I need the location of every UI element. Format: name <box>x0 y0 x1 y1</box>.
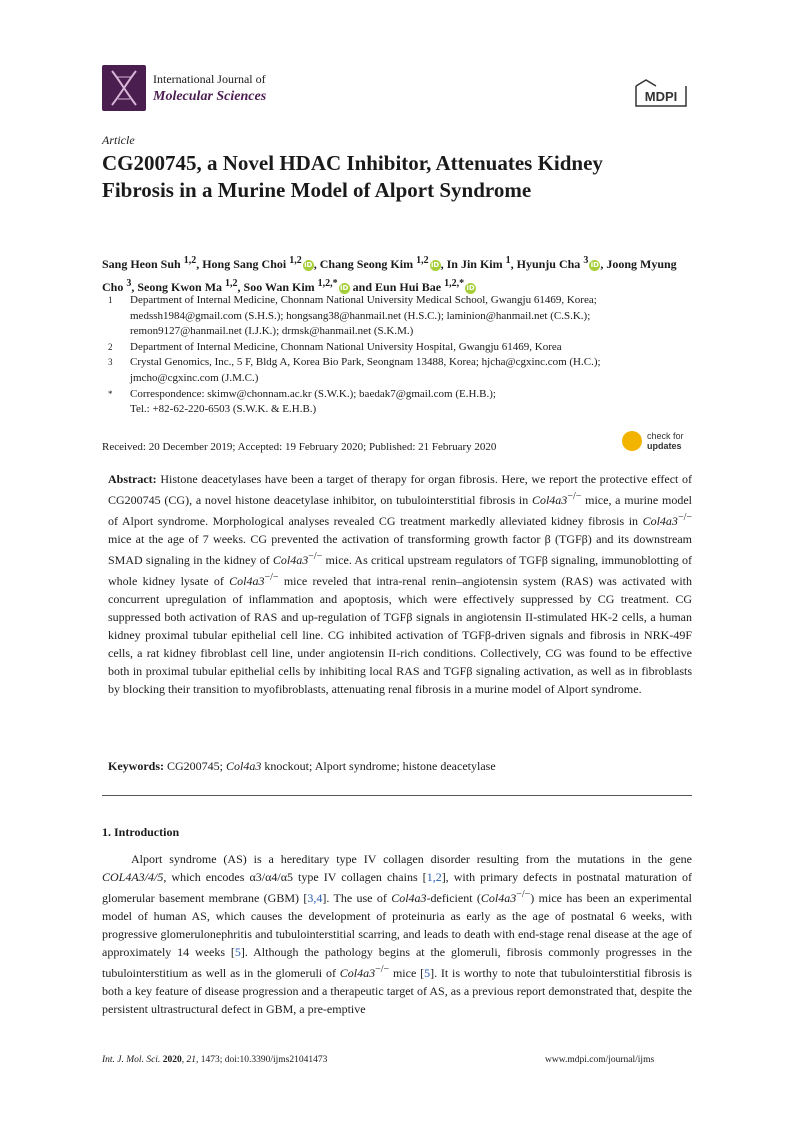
affiliation-item <box>108 387 693 418</box>
check-updates-text <box>647 431 684 451</box>
author-name: In Jin Kim $^1$ <box>446 255 511 271</box>
author-affiliation-mark: 1,2 <box>225 278 238 289</box>
orcid-icon[interactable]: iD <box>340 284 349 292</box>
author-affiliation-mark: 1,2 <box>183 255 197 266</box>
author-affiliation-mark: 3 <box>126 278 132 289</box>
author-name: Hyunju Cha $^3$ iD <box>516 255 599 271</box>
mdpi-logo-text: MDPI <box>644 89 678 104</box>
affiliation-text: Department of Internal Medicine, Chonnam National University Hospital, Gwangju 61469, Korea <box>130 340 562 353</box>
orcid-icon[interactable]: iD <box>466 284 475 292</box>
author-name: Seong Kwon Ma $^{1,2}$ <box>137 278 238 294</box>
author-affiliation-mark: 1,2 <box>416 255 429 266</box>
section-divider <box>102 795 692 796</box>
affiliation-number: 3 <box>108 357 113 368</box>
footer-journal-url[interactable]: www.mdpi.com/journal/ijms <box>545 1055 655 1065</box>
introduction-text: Alport syndrome (AS) is a hereditary type IV collagen disorder resulting from the mutations in the gene COL4A3/4/5, which encodes α3/α4/α5 type IV collagen chains [1,2], with primary defects in postnatal maturation of glomerular basement membrane (GBM) [3,4]. The use of Col4a3-deficient (Col4a3−/−) mice has been an experimental model of human AS, which causes the development of proteinuria as early as the age of postnatal 6 weeks, with progressive glomerulonephritis and tubulointerstitial scarring, and leads to death with end-stage renal disease at the age of approximately 14 weeks [5]. Although the pathology begins at the glomeruli, fibrosis commonly progresses in the tubulointerstitium as well as in the glomeruli of Col4a3−/− mice [5]. It is worthy to note that tubulointerstitial fibrosis is both a key feature of disease progression and a therapeutic target of AS, as a previous report demonstrated that, despite the persistent ultrastructural defect in GBM, a pre-emptive <box>102 852 693 1016</box>
affiliation-item <box>108 340 693 356</box>
orcid-icon[interactable]: iD <box>304 261 313 269</box>
orcid-icon[interactable]: iD <box>590 261 599 269</box>
affiliation-item <box>108 293 693 340</box>
author-list: Sang Heon Suh $^{1,2}$, Hong Sang Choi $^{1,2}$ iD, Chang Seong Kim $^{1,2}$ iD, In Jin Kim $^1$, Hyunju Cha $^3$ iD, Joong Myung Cho $^3$, Seong Kwon Ma $^{1,2}$, Soo Wan Kim $^{1,2,*}$ iD and Eun Hui Bae $^{1,2,*}$ iD <box>102 255 677 294</box>
author-name: Eun Hui Bae $^{1,2,*}$ iD <box>375 278 475 294</box>
affiliation-number: * <box>108 388 113 399</box>
check-for-updates-badge[interactable] <box>622 427 692 455</box>
author-affiliation-mark: 1 <box>505 255 511 266</box>
section-heading-introduction: 1. Introduction <box>102 825 180 839</box>
keywords-text: CG200745; Col4a3 knockout; Alport syndrome; histone deacetylase <box>167 759 496 773</box>
author-affiliation-mark: 3 <box>583 255 589 266</box>
affiliations <box>108 293 693 418</box>
author-name: Joong Myung Cho $^3$ <box>102 257 677 294</box>
author-name: Chang Seong Kim $^{1,2}$ iD <box>319 255 440 271</box>
author-name: Sang Heon Suh $^{1,2}$ <box>102 255 197 271</box>
author-name: Hong Sang Choi $^{1,2}$ iD <box>202 255 313 271</box>
dna-helix-icon <box>102 65 146 111</box>
affiliation-text: Crystal Genomics, Inc., 5 F, Bldg A, Korea Bio Park, Seongnam 13488, Korea; hjcha@cgxinc.com (H.C.); jmcho@cgxinc.com (J.M.C.) <box>130 356 601 384</box>
abstract-text: Histone deacetylases have been a target of therapy for organ fibrosis. Here, we report the protective effect of CG200745 (CG), a novel histone deacetylase inhibitor, on tubulointerstitial fibrosis in Col4a3−/− mice, a murine model of Alport syndrome. Morphological analyses revealed CG treatment markedly alleviated kidney fibrosis in Col4a3−/− mice at the age of 7 weeks. CG prevented the activation of transforming growth factor β (TGFβ) and its downstream SMAD signaling in the kidney of Col4a3−/− mice. As critical upstream regulators of TGFβ signaling, immunoblotting of whole kidney lysate of Col4a3−/− mice reveled that intra-renal renin–angiotensin system (RAS) was activated with concurrent upregulation of inflammation and apoptosis, which were effectively suppressed by CG treatment. CG suppressed both activation of RAS and up-regulation of TGFβ signals in angiotensin II-stimulated HK-2 cells, a human kidney proximal tubular epithelial cell line. CG inhibited activation of TGFβ-driven signals and fibrosis in NRK-49F cells, a rat kidney fibroblast cell line, under angiotensin II-rich conditions. Collectively, CG was found to be effective both in proximal tubular epithelial cells by inhibiting local RAS and TGFβ signaling activation, as well as in fibroblasts by blocking their transition to myofibroblasts, attenuating renal fibrosis in a murine model of Alport syndrome. <box>108 472 693 696</box>
article-title: CG200745, a Novel HDAC Inhibitor, Attenuates Kidney Fibrosis in a Murine Model of Alport Syndrome <box>102 151 603 202</box>
journal-logo <box>102 65 146 111</box>
journal-name-line2: Molecular Sciences <box>153 89 267 104</box>
journal-name-line1: International Journal of <box>153 72 266 86</box>
affiliation-text: Correspondence: skimw@chonnam.ac.kr (S.W.K.); baedak7@gmail.com (E.H.B.); Tel.: +82-62-220-6503 (S.W.K. & E.H.B.) <box>130 387 496 416</box>
author-affiliation-mark: 1,2,* <box>444 278 465 289</box>
check-updates-icon <box>622 431 642 451</box>
affiliation-text: Department of Internal Medicine, Chonnam National University Medical School, Gwangju 61469, Korea; medssh1984@gmail.com (S.H.S.); hongsang38@hanmail.net (H.S.C.); laminion@hanmail.net (C.S.K.); remon9127@hanmail.net (I.J.K.); drmsk@hanmail.net (S.K.M.) <box>130 294 597 338</box>
affiliation-item <box>108 355 693 386</box>
orcid-icon[interactable]: iD <box>430 261 440 269</box>
check-updates-line2: updates <box>647 441 682 451</box>
publication-dates: Received: 20 December 2019; Accepted: 19 February 2020; Published: 21 February 2020 <box>102 441 497 453</box>
abstract <box>108 470 692 698</box>
affiliation-number: 1 <box>108 295 113 305</box>
author-affiliation-mark: 1,2,* <box>317 278 338 289</box>
affiliation-number: 2 <box>108 341 113 352</box>
keywords-label: Keywords: <box>108 759 164 773</box>
article-type: Article <box>102 133 135 147</box>
author-name: Soo Wan Kim $^{1,2,*}$ iD <box>243 278 349 294</box>
mdpi-logo[interactable] <box>632 76 690 110</box>
author-affiliation-mark: 1,2 <box>289 255 302 266</box>
check-updates-line1: check for <box>647 431 684 441</box>
keywords <box>108 757 692 775</box>
abstract-label: Abstract: <box>108 472 157 486</box>
footer-citation: Int. J. Mol. Sci. 2020, 21, 1473; doi:10.3390/ijms21041473 <box>102 1055 328 1065</box>
